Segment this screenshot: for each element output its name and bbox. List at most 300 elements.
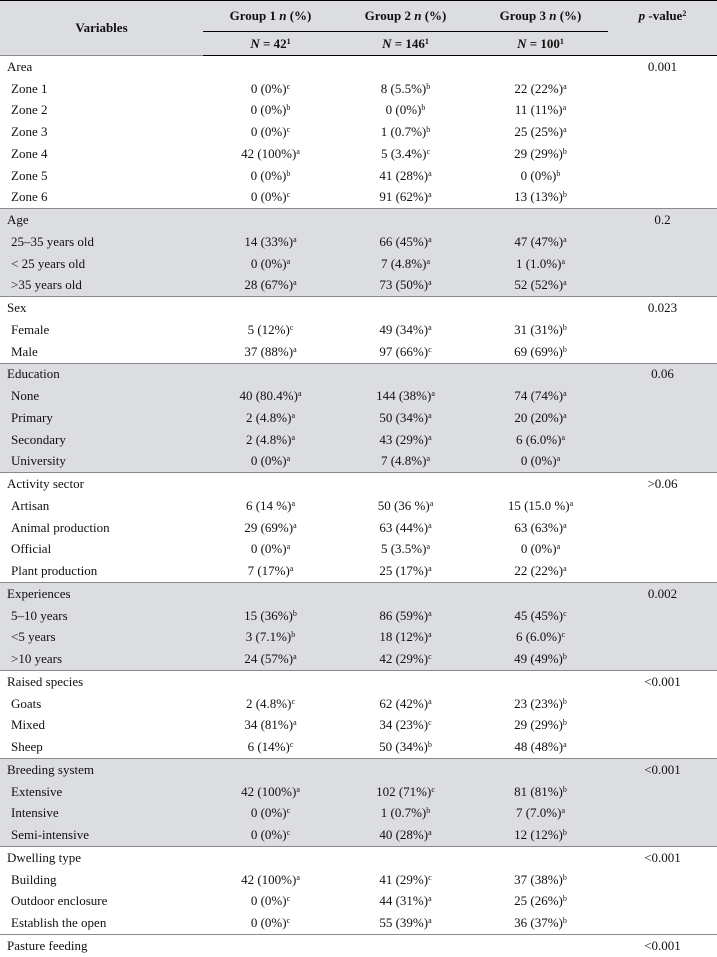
p-value-empty — [608, 231, 717, 253]
group-1-value: 34 $(81\%)^a$ — [244, 717, 297, 733]
p-value-empty — [608, 319, 717, 341]
table-row — [0, 539, 717, 561]
group-2-value: 144 $(38\%)^a$ — [338, 385, 473, 407]
row-label: Official — [11, 541, 52, 557]
table-row — [0, 560, 717, 582]
p-value-empty — [608, 736, 717, 758]
section-header-row — [0, 759, 717, 781]
significance-letter: a — [428, 564, 432, 574]
group-2-value: 25 $(17\%)^a$ — [379, 563, 432, 579]
group-2-value: 42 $(29\%)^c$ — [338, 648, 473, 670]
table-row — [0, 319, 717, 341]
table-row — [0, 693, 717, 715]
section-title: Raised species — [0, 671, 203, 693]
group-2-value: 86 $(59\%)^a$ — [338, 605, 473, 627]
p-value-empty — [608, 78, 717, 100]
p-value-empty — [608, 165, 717, 187]
significance-letter: a — [291, 498, 296, 508]
group-1-value: 29 $(69\%)^a$ — [244, 519, 297, 535]
significance-letter: a — [569, 498, 574, 508]
significance-letter: a — [428, 630, 432, 640]
group-2-value: 102 $(71\%)^c$ — [338, 781, 473, 803]
table-row — [0, 824, 717, 846]
significance-letter: b — [562, 718, 567, 728]
p-value-empty — [608, 187, 717, 209]
group-2-count: $N = 146^1$ — [338, 32, 473, 56]
section-title: Dwelling type — [0, 847, 203, 869]
p-value-empty — [608, 385, 717, 407]
section-header-row — [0, 56, 717, 78]
group-3-value: 0 $(0\%)^b$ — [520, 167, 561, 183]
table-row — [0, 869, 717, 891]
group-1-value: 6 $(14\%)^c$ — [247, 739, 294, 755]
group-3-value: 1 $(1.0\%)^a$ — [473, 253, 608, 275]
empty-cell — [473, 297, 608, 319]
p-value-empty — [608, 275, 717, 297]
section-header-row — [0, 583, 717, 605]
p-value-cell: 0.06 — [608, 363, 717, 385]
row-label: Zone 1 — [11, 80, 48, 96]
table-row — [0, 648, 717, 670]
group-2-value: 62 $(42\%)^a$ — [379, 695, 432, 711]
group-2-value: 50 $(34\%)^a$ — [338, 407, 473, 429]
significance-letter: b — [562, 872, 567, 882]
group-3-value: 22 $(22\%)^a$ — [514, 563, 567, 579]
significance-letter: b — [556, 168, 561, 178]
significance-letter: a — [428, 168, 432, 178]
p-value-empty — [608, 803, 717, 825]
group-3-value: 37 $(38\%)^b$ — [514, 871, 567, 887]
group-3-value: 11 $(11\%)^a$ — [514, 102, 567, 118]
group-3-value: 69 $(69\%)^b$ — [514, 343, 567, 359]
significance-letter: b — [286, 103, 291, 113]
significance-letter: c — [431, 784, 435, 794]
empty-cell — [338, 56, 473, 78]
section-header-row — [0, 847, 717, 869]
significance-letter: a — [291, 432, 296, 442]
p-value-empty — [608, 253, 717, 275]
empty-cell — [473, 671, 608, 693]
significance-letter: a — [426, 256, 431, 266]
empty-cell — [338, 671, 473, 693]
group-3-value: 12 $(12\%)^b$ — [473, 824, 608, 846]
significance-letter: a — [563, 278, 567, 288]
empty-cell — [473, 363, 608, 385]
row-label: Goats — [11, 695, 42, 711]
significance-letter: a — [286, 542, 291, 552]
group-2-value: 1 $(0.7\%)^b$ — [380, 124, 431, 140]
significance-letter: b — [286, 168, 291, 178]
significance-letter: a — [289, 564, 294, 574]
table-row — [0, 429, 717, 451]
significance-letter: a — [286, 454, 291, 464]
group-1-value: 40 $(80.4\%)^a$ — [203, 385, 338, 407]
group-3-value: 49 $(49\%)^b$ — [473, 648, 608, 670]
group-2-value: 8 $(5.5\%)^b$ — [380, 80, 431, 96]
row-label: Zone 6 — [11, 189, 48, 205]
empty-cell — [473, 473, 608, 495]
empty-cell — [473, 759, 608, 781]
significance-letter: b — [421, 103, 426, 113]
group-1-value: 0 $(0\%)^a$ — [250, 541, 291, 557]
p-value-empty — [608, 143, 717, 165]
significance-letter: b — [562, 146, 567, 156]
group-1-value: 0 $(0\%)^c$ — [250, 915, 291, 931]
significance-letter: c — [289, 740, 294, 750]
row-label: Animal production — [11, 519, 110, 535]
group-1-value: 42 $(100\%)^a$ — [241, 145, 300, 161]
empty-cell — [338, 583, 473, 605]
group-3-value: 6 $(6.0\%)^c$ — [473, 627, 608, 649]
group-2-value: 1 $(0.7\%)^b$ — [338, 803, 473, 825]
group-1-value: 7 $(17\%)^a$ — [247, 563, 294, 579]
significance-letter: b — [562, 652, 567, 662]
table-row — [0, 627, 717, 649]
row-label: >35 years old — [0, 275, 203, 297]
group-2-value: 63 $(44\%)^a$ — [379, 519, 432, 535]
significance-letter: a — [431, 389, 435, 399]
table-row — [0, 121, 717, 143]
significance-letter: a — [563, 234, 567, 244]
significance-letter: a — [563, 81, 567, 91]
significance-letter: c — [286, 81, 291, 91]
significance-letter: a — [428, 608, 432, 618]
p-value-subheader — [608, 32, 717, 56]
group-1-value: 0 $(0\%)^b$ — [250, 167, 291, 183]
p-value-empty — [608, 407, 717, 429]
significance-letter: a — [293, 278, 297, 288]
table-row — [0, 517, 717, 539]
row-label: Building — [11, 871, 57, 887]
table-row — [0, 341, 717, 363]
group-3-value: 13 $(13\%)^b$ — [514, 189, 567, 205]
significance-letter: a — [428, 410, 432, 420]
significance-letter: b — [426, 806, 431, 816]
significance-letter: a — [297, 389, 302, 399]
group-3-value: 31 $(31\%)^b$ — [514, 321, 567, 337]
p-value-empty — [608, 517, 717, 539]
group-1-value: 0 $(0\%)^b$ — [250, 102, 291, 118]
group-2-value: 41 $(29\%)^c$ — [379, 871, 432, 887]
significance-letter: a — [293, 652, 297, 662]
group-2-value: 5 $(3.5\%)^a$ — [380, 541, 431, 557]
row-label: Zone 5 — [11, 167, 48, 183]
row-label: 5–10 years — [0, 605, 203, 627]
empty-cell — [203, 759, 338, 781]
row-label: Sheep — [11, 739, 43, 755]
row-label: <5 years — [0, 627, 203, 649]
significance-letter: a — [428, 234, 432, 244]
group-2-value: 97 $(66\%)^c$ — [379, 343, 432, 359]
group-1-value: 0 $(0\%)^c$ — [203, 803, 338, 825]
group-3-value: 48 $(48\%)^a$ — [514, 739, 567, 755]
p-value-empty — [608, 693, 717, 715]
significance-letter: a — [429, 498, 434, 508]
variables-column-header: Variables — [0, 1, 203, 56]
group-1-value: 0 $(0\%)^a$ — [203, 451, 338, 473]
table-row — [0, 187, 717, 209]
significance-letter: a — [426, 454, 431, 464]
significance-letter: b — [562, 894, 567, 904]
group-1-value: 0 $(0\%)^c$ — [250, 80, 291, 96]
empty-cell — [338, 759, 473, 781]
p-value-empty — [608, 605, 717, 627]
group-3-value: 29 $(29\%)^b$ — [514, 717, 567, 733]
p-value-empty — [608, 560, 717, 582]
p-value-empty — [608, 648, 717, 670]
empty-cell — [473, 935, 608, 957]
significance-letter: a — [296, 146, 300, 156]
group-3-value: 23 $(23\%)^b$ — [514, 695, 567, 711]
empty-cell — [203, 583, 338, 605]
empty-cell — [473, 583, 608, 605]
row-label: Secondary — [0, 429, 203, 451]
table-row — [0, 143, 717, 165]
significance-letter: a — [286, 256, 291, 266]
group-2-value: 40 $(28\%)^a$ — [338, 824, 473, 846]
p-value-empty — [608, 451, 717, 473]
group-3-value: 74 $(74\%)^a$ — [473, 385, 608, 407]
p-value-empty — [608, 341, 717, 363]
group-2-value: 44 $(31\%)^a$ — [379, 893, 432, 909]
empty-cell — [203, 473, 338, 495]
significance-letter: c — [428, 652, 432, 662]
p-value-cell: <0.001 — [608, 935, 717, 957]
empty-cell — [203, 935, 338, 957]
empty-cell — [338, 847, 473, 869]
significance-letter: a — [428, 432, 432, 442]
significance-letter: c — [286, 894, 291, 904]
section-header-row — [0, 935, 717, 957]
empty-cell — [473, 209, 608, 231]
group-2-value: 34 $(23\%)^c$ — [379, 717, 432, 733]
table-row — [0, 912, 717, 934]
table-row — [0, 385, 717, 407]
significance-letter: b — [426, 81, 431, 91]
empty-cell — [203, 297, 338, 319]
group-2-value: 55 $(39\%)^a$ — [379, 915, 432, 931]
row-label: University — [0, 451, 203, 473]
significance-letter: a — [293, 520, 297, 530]
p-value-cell: <0.001 — [608, 671, 717, 693]
group-1-value: 2 $(4.8\%)^a$ — [203, 429, 338, 451]
group-1-value: 0 $(0\%)^c$ — [203, 824, 338, 846]
group-3-count: $N = 100^1$ — [473, 32, 608, 56]
group-1-value: 2 $(4.8\%)^a$ — [203, 407, 338, 429]
row-label: Primary — [0, 407, 203, 429]
table-row — [0, 275, 717, 297]
section-title: Breeding system — [0, 759, 203, 781]
section-title: Area — [0, 56, 203, 78]
p-value-empty — [608, 891, 717, 913]
empty-cell — [203, 56, 338, 78]
group-3-value: 20 $(20\%)^a$ — [473, 407, 608, 429]
p-value-cell: >0.06 — [608, 473, 717, 495]
significance-letter: c — [286, 806, 291, 816]
significance-letter: a — [561, 432, 566, 442]
empty-cell — [338, 473, 473, 495]
section-title: Experiences — [0, 583, 203, 605]
section-title: Activity sector — [0, 473, 203, 495]
significance-letter: c — [289, 322, 294, 332]
group-2-value: 73 $(50\%)^a$ — [338, 275, 473, 297]
group-2-value: 41 $(28\%)^a$ — [379, 167, 432, 183]
group-1-value: 0 $(0\%)^a$ — [203, 253, 338, 275]
table-row — [0, 407, 717, 429]
significance-letter: b — [426, 125, 431, 135]
p-value-cell: 0.023 — [608, 297, 717, 319]
group-2-value: 49 $(34\%)^a$ — [379, 321, 432, 337]
group-1-value: 0 $(0\%)^c$ — [250, 893, 291, 909]
significance-letter: a — [428, 916, 432, 926]
significance-letter: a — [428, 894, 432, 904]
section-title: Age — [0, 209, 203, 231]
row-label: Male — [11, 343, 38, 359]
significance-letter: c — [286, 125, 291, 135]
significance-letter: a — [296, 872, 300, 882]
section-header-row — [0, 297, 717, 319]
table-row — [0, 736, 717, 758]
significance-letter: c — [286, 916, 291, 926]
table-row — [0, 605, 717, 627]
table-row — [0, 253, 717, 275]
p-value-empty — [608, 869, 717, 891]
significance-letter: b — [562, 322, 567, 332]
p-value-empty — [608, 429, 717, 451]
significance-letter: b — [562, 916, 567, 926]
empty-cell — [203, 209, 338, 231]
table-row — [0, 891, 717, 913]
group-2-value: 0 $(0\%)^b$ — [385, 102, 426, 118]
row-label: Female — [11, 321, 50, 337]
significance-letter: a — [561, 256, 566, 266]
row-label: 25–35 years old — [0, 231, 203, 253]
section-header-row — [0, 473, 717, 495]
significance-letter: a — [556, 454, 561, 464]
significance-letter: a — [563, 520, 567, 530]
row-label: None — [0, 385, 203, 407]
section-title: Education — [0, 363, 203, 385]
significance-letter: a — [563, 389, 567, 399]
row-label: Zone 2 — [11, 102, 48, 118]
significance-letter: a — [563, 410, 567, 420]
significance-letter: a — [563, 740, 567, 750]
significance-letter: a — [428, 520, 432, 530]
significance-letter: a — [426, 542, 431, 552]
p-value-empty — [608, 121, 717, 143]
group-3-value: 0 $(0\%)^a$ — [473, 451, 608, 473]
group-2-value: 91 $(62\%)^a$ — [379, 189, 432, 205]
significance-letter: a — [562, 103, 567, 113]
group-3-value: 25 $(26\%)^b$ — [514, 893, 567, 909]
significance-letter: a — [428, 322, 432, 332]
table-body — [0, 56, 717, 957]
p-value-cell: 0.002 — [608, 583, 717, 605]
group-1-count: $N = 42^1$ — [203, 32, 338, 56]
row-label: < 25 years old — [0, 253, 203, 275]
significance-letter: a — [428, 696, 432, 706]
table-header — [0, 1, 717, 56]
empty-cell — [338, 363, 473, 385]
p-value-empty — [608, 627, 717, 649]
significance-letter: a — [291, 410, 296, 420]
significance-letter: b — [562, 828, 567, 838]
significance-letter: c — [561, 630, 566, 640]
significance-letter: b — [427, 740, 432, 750]
p-value-empty — [608, 715, 717, 737]
empty-cell — [473, 56, 608, 78]
group-1-value: 37 $(88\%)^a$ — [244, 343, 297, 359]
empty-cell — [338, 935, 473, 957]
group-1-value: 0 $(0\%)^c$ — [250, 124, 291, 140]
row-label: Intensive — [0, 803, 203, 825]
p-value-empty — [608, 781, 717, 803]
group-3-value: 0 $(0\%)^a$ — [520, 541, 561, 557]
empty-cell — [338, 297, 473, 319]
group-2-value: 7 $(4.8\%)^a$ — [338, 253, 473, 275]
group-3-value: 22 $(22\%)^a$ — [514, 80, 567, 96]
group-3-value: 63 $(63\%)^a$ — [514, 519, 567, 535]
row-label: Zone 4 — [11, 145, 48, 161]
empty-cell — [203, 671, 338, 693]
table-row — [0, 78, 717, 100]
group-3-value: 7 $(7.0\%)^a$ — [473, 803, 608, 825]
significance-letter: b — [292, 608, 297, 618]
p-value-empty — [608, 495, 717, 517]
row-label: Artisan — [11, 497, 50, 513]
row-label: Mixed — [11, 717, 45, 733]
row-label: Zone 3 — [11, 124, 48, 140]
significance-letter: c — [428, 344, 432, 354]
significance-letter: c — [428, 718, 432, 728]
significance-letter: c — [563, 608, 567, 618]
p-value-cell: 0.001 — [608, 56, 717, 78]
p-value-empty — [608, 912, 717, 934]
group-2-value: 50 (36 %)$^a$ — [377, 497, 434, 513]
table-row — [0, 803, 717, 825]
significance-letter: a — [556, 542, 561, 552]
table-row — [0, 165, 717, 187]
p-value-empty — [608, 539, 717, 561]
row-label: Establish the open — [11, 915, 107, 931]
group-1-value: 42 $(100\%)^a$ — [241, 871, 300, 887]
group-1-value: 3 $(7.1\%)^b$ — [203, 627, 338, 649]
group-1-value: 14 $(33\%)^a$ — [203, 231, 338, 253]
significance-letter: b — [562, 344, 567, 354]
p-value-empty — [608, 824, 717, 846]
significance-letter: b — [562, 784, 567, 794]
empty-cell — [473, 847, 608, 869]
table-row — [0, 100, 717, 122]
table-row — [0, 451, 717, 473]
row-label: >10 years — [0, 648, 203, 670]
group-2-value: 66 $(45\%)^a$ — [338, 231, 473, 253]
group-3-value: 25 $(25\%)^a$ — [514, 124, 567, 140]
group-3-value: 15 (15.0 %)$^a$ — [507, 497, 574, 513]
significance-letter: a — [293, 234, 297, 244]
significance-letter: a — [561, 806, 566, 816]
row-label: Extensive — [0, 781, 203, 803]
table-row — [0, 231, 717, 253]
p-value-cell: 0.2 — [608, 209, 717, 231]
group-3-value: 47 $(47\%)^a$ — [473, 231, 608, 253]
significance-letter: a — [296, 784, 300, 794]
significance-letter: a — [563, 564, 567, 574]
group-3-value: 52 $(52\%)^a$ — [473, 275, 608, 297]
section-title: Pasture feeding — [0, 935, 203, 957]
empty-cell — [203, 847, 338, 869]
group-1-value: 24 $(57\%)^a$ — [203, 648, 338, 670]
